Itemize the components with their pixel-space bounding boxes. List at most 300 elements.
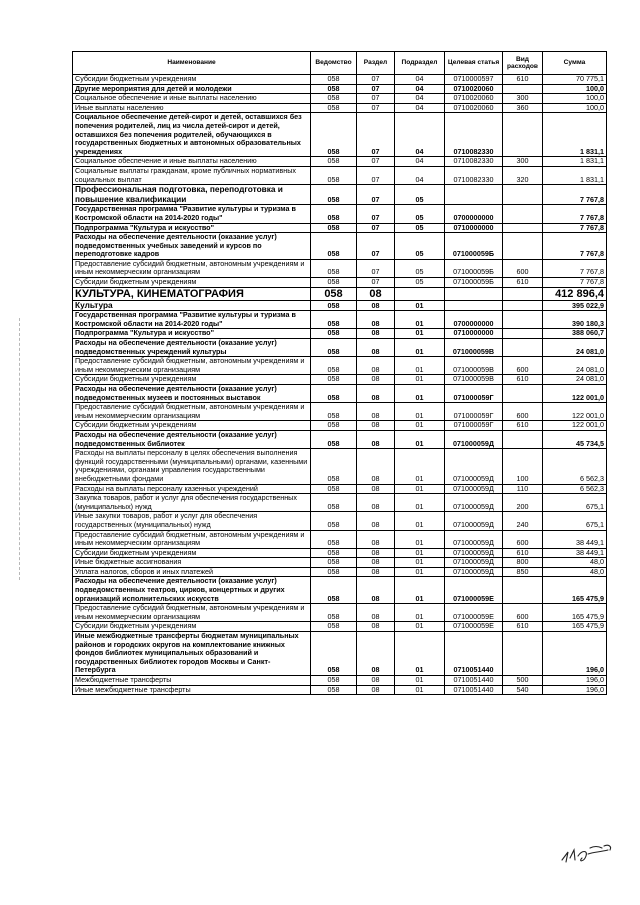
cell-name: Социальные выплаты гражданам, кроме публичных нормативных социальных выплат <box>73 166 311 184</box>
cell-target-item: 071000059Д <box>445 558 503 568</box>
cell-subsection: 01 <box>395 622 445 632</box>
cell-target-item: 071000059Б <box>445 233 503 260</box>
cell-department: 058 <box>311 233 357 260</box>
cell-expense-type <box>503 329 543 339</box>
cell-expense-type <box>503 311 543 329</box>
cell-department: 058 <box>311 166 357 184</box>
cell-section: 07 <box>357 205 395 223</box>
margin-mark <box>19 318 20 580</box>
table-row <box>73 278 607 288</box>
table-header <box>73 52 607 75</box>
table-row <box>73 577 607 604</box>
cell-expense-type <box>503 430 543 448</box>
cell-department: 058 <box>311 84 357 94</box>
cell-section: 08 <box>357 577 395 604</box>
table-row <box>73 685 607 695</box>
header-row <box>73 52 607 75</box>
cell-target-item: 071000059В <box>445 357 503 375</box>
cell-department: 058 <box>311 685 357 695</box>
cell-section: 07 <box>357 223 395 233</box>
cell-target-item: 071000059Г <box>445 385 503 403</box>
table-row <box>73 94 607 104</box>
cell-department: 058 <box>311 311 357 329</box>
cell-name: Субсидии бюджетным учреждениям <box>73 75 311 85</box>
cell-department: 058 <box>311 185 357 205</box>
cell-department: 058 <box>311 403 357 421</box>
table-row <box>73 604 607 622</box>
cell-department: 058 <box>311 205 357 223</box>
table-row <box>73 157 607 167</box>
cell-section: 08 <box>357 385 395 403</box>
cell-expense-type: 800 <box>503 558 543 568</box>
cell-amount: 24 081,0 <box>543 375 607 385</box>
budget-table <box>72 51 607 695</box>
cell-expense-type: 600 <box>503 357 543 375</box>
cell-name: Государственная программа "Развитие культуры и туризма в Костромской области на 2014-2020 годы" <box>73 311 311 329</box>
cell-target-item: 071000059В <box>445 339 503 357</box>
cell-amount: 38 449,1 <box>543 530 607 548</box>
cell-department: 058 <box>311 421 357 431</box>
cell-amount: 122 001,0 <box>543 403 607 421</box>
cell-name: Иные выплаты населению <box>73 103 311 113</box>
cell-name: Субсидии бюджетным учреждениям <box>73 278 311 288</box>
cell-amount: 395 022,9 <box>543 300 607 311</box>
table-row <box>73 632 607 676</box>
cell-subsection: 01 <box>395 494 445 512</box>
table-row <box>73 329 607 339</box>
cell-subsection: 04 <box>395 94 445 104</box>
cell-expense-type <box>503 84 543 94</box>
cell-target-item: 0700000000 <box>445 205 503 223</box>
cell-subsection: 01 <box>395 311 445 329</box>
cell-section: 08 <box>357 558 395 568</box>
table-row <box>73 494 607 512</box>
cell-section: 07 <box>357 166 395 184</box>
cell-section: 08 <box>357 421 395 431</box>
cell-target-item: 0710000597 <box>445 75 503 85</box>
cell-expense-type: 300 <box>503 94 543 104</box>
cell-expense-type <box>503 300 543 311</box>
cell-department: 058 <box>311 278 357 288</box>
cell-target-item: 071000059Д <box>445 548 503 558</box>
cell-department: 058 <box>311 604 357 622</box>
cell-section: 08 <box>357 567 395 577</box>
cell-subsection: 01 <box>395 676 445 686</box>
cell-subsection: 01 <box>395 484 445 494</box>
header-amount: Сумма <box>543 52 607 75</box>
table-row <box>73 375 607 385</box>
cell-target-item <box>445 185 503 205</box>
cell-department: 058 <box>311 484 357 494</box>
cell-name: Предоставление субсидий бюджетным, автономным учреждениям и иным некоммерческим организациям <box>73 403 311 421</box>
cell-amount: 6 562,3 <box>543 484 607 494</box>
cell-amount: 1 831,1 <box>543 113 607 157</box>
cell-section: 08 <box>357 339 395 357</box>
cell-expense-type: 200 <box>503 494 543 512</box>
cell-target-item: 071000059Б <box>445 278 503 288</box>
cell-target-item: 071000059Д <box>445 530 503 548</box>
cell-name: Предоставление субсидий бюджетным, автономным учреждениям и иным некоммерческим организациям <box>73 357 311 375</box>
cell-section: 07 <box>357 84 395 94</box>
cell-subsection: 01 <box>395 403 445 421</box>
cell-subsection: 01 <box>395 385 445 403</box>
cell-section: 08 <box>357 357 395 375</box>
cell-amount: 388 060,7 <box>543 329 607 339</box>
cell-name: Другие мероприятия для детей и молодежи <box>73 84 311 94</box>
cell-name: Уплата налогов, сборов и иных платежей <box>73 567 311 577</box>
cell-amount: 165 475,9 <box>543 604 607 622</box>
cell-department: 058 <box>311 494 357 512</box>
cell-amount: 1 831,1 <box>543 166 607 184</box>
table-row <box>73 75 607 85</box>
cell-section: 08 <box>357 449 395 484</box>
cell-target-item: 0710020060 <box>445 94 503 104</box>
cell-amount: 1 831,1 <box>543 157 607 167</box>
cell-subsection: 04 <box>395 103 445 113</box>
cell-department: 058 <box>311 622 357 632</box>
cell-department: 058 <box>311 577 357 604</box>
table-row <box>73 233 607 260</box>
cell-expense-type: 850 <box>503 567 543 577</box>
cell-amount: 196,0 <box>543 676 607 686</box>
cell-name: Социальное обеспечение и иные выплаты населению <box>73 157 311 167</box>
cell-subsection: 01 <box>395 357 445 375</box>
cell-subsection: 05 <box>395 185 445 205</box>
cell-amount: 6 562,3 <box>543 449 607 484</box>
cell-target-item: 071000059Д <box>445 494 503 512</box>
cell-amount: 122 001,0 <box>543 385 607 403</box>
cell-subsection: 01 <box>395 632 445 676</box>
cell-target-item: 071000059Е <box>445 577 503 604</box>
cell-department: 058 <box>311 632 357 676</box>
cell-name: Расходы на обеспечение деятельности (оказание услуг) подведомственных театров, цирков, концертных и других организаций исполнительских искусств <box>73 577 311 604</box>
cell-section: 08 <box>357 311 395 329</box>
cell-department: 058 <box>311 103 357 113</box>
table-row <box>73 421 607 431</box>
cell-name: Подпрограмма "Культура и искусство" <box>73 223 311 233</box>
cell-subsection: 01 <box>395 558 445 568</box>
cell-amount: 24 081,0 <box>543 339 607 357</box>
cell-section: 07 <box>357 185 395 205</box>
cell-expense-type: 360 <box>503 103 543 113</box>
cell-name: Иные бюджетные ассигнования <box>73 558 311 568</box>
table-row <box>73 287 607 300</box>
cell-name: Иные межбюджетные трансферты бюджетам муниципальных районов и городских округов на комплектование книжных фондов библиотек муниципальных образований и государственных библиотек городов Москвы и Санкт-Петербурга <box>73 632 311 676</box>
cell-expense-type: 110 <box>503 484 543 494</box>
cell-subsection: 04 <box>395 157 445 167</box>
cell-amount: 675,1 <box>543 494 607 512</box>
table-row <box>73 185 607 205</box>
table-row <box>73 300 607 311</box>
cell-department: 058 <box>311 339 357 357</box>
cell-target-item: 0710020060 <box>445 103 503 113</box>
table-row <box>73 622 607 632</box>
cell-target-item: 0710082330 <box>445 113 503 157</box>
cell-amount: 7 767,8 <box>543 223 607 233</box>
cell-expense-type <box>503 205 543 223</box>
cell-subsection: 05 <box>395 223 445 233</box>
table-row <box>73 205 607 223</box>
cell-expense-type: 320 <box>503 166 543 184</box>
handwritten-page-number-signature <box>558 838 618 868</box>
cell-section: 07 <box>357 94 395 104</box>
cell-subsection: 04 <box>395 84 445 94</box>
cell-amount: 412 896,4 <box>543 287 607 300</box>
cell-subsection: 01 <box>395 430 445 448</box>
cell-target-item: 071000059Д <box>445 567 503 577</box>
cell-name: Расходы на выплаты персоналу казенных учреждений <box>73 484 311 494</box>
cell-name: Расходы на обеспечение деятельности (оказание услуг) подведомственных музеев и постоянных выставок <box>73 385 311 403</box>
cell-amount: 7 767,8 <box>543 185 607 205</box>
cell-department: 058 <box>311 530 357 548</box>
cell-expense-type <box>503 185 543 205</box>
cell-section: 08 <box>357 685 395 695</box>
cell-department: 058 <box>311 512 357 530</box>
table-row <box>73 339 607 357</box>
cell-target-item: 071000059Д <box>445 484 503 494</box>
cell-section: 08 <box>357 300 395 311</box>
cell-department: 058 <box>311 385 357 403</box>
cell-expense-type <box>503 339 543 357</box>
cell-department: 058 <box>311 449 357 484</box>
cell-department: 058 <box>311 430 357 448</box>
cell-amount: 24 081,0 <box>543 357 607 375</box>
cell-subsection: 01 <box>395 567 445 577</box>
cell-section: 07 <box>357 157 395 167</box>
cell-amount: 48,0 <box>543 558 607 568</box>
cell-expense-type: 240 <box>503 512 543 530</box>
cell-target-item: 071000059В <box>445 375 503 385</box>
cell-name: Расходы на выплаты персоналу в целях обеспечения выполнения функций государственными (муниципальными) органами, казенными учреждениями, органами управления государственными внебюджетными фондами <box>73 449 311 484</box>
table-row <box>73 403 607 421</box>
cell-subsection: 01 <box>395 548 445 558</box>
table-row <box>73 311 607 329</box>
cell-section: 07 <box>357 113 395 157</box>
cell-name: Субсидии бюджетным учреждениям <box>73 548 311 558</box>
cell-target-item: 0710051440 <box>445 632 503 676</box>
cell-department: 058 <box>311 75 357 85</box>
cell-expense-type <box>503 233 543 260</box>
cell-department: 058 <box>311 223 357 233</box>
cell-amount: 122 001,0 <box>543 421 607 431</box>
cell-department: 058 <box>311 300 357 311</box>
header-department: Ведомство <box>311 52 357 75</box>
table-row <box>73 512 607 530</box>
table-row <box>73 113 607 157</box>
table-row <box>73 223 607 233</box>
cell-amount: 675,1 <box>543 512 607 530</box>
cell-amount: 7 767,8 <box>543 233 607 260</box>
cell-section: 08 <box>357 484 395 494</box>
cell-expense-type: 610 <box>503 375 543 385</box>
cell-subsection: 01 <box>395 421 445 431</box>
cell-section: 08 <box>357 512 395 530</box>
header-section: Раздел <box>357 52 395 75</box>
cell-department: 058 <box>311 259 357 277</box>
header-name: Наименование <box>73 52 311 75</box>
cell-name: Социальное обеспечение и иные выплаты населению <box>73 94 311 104</box>
cell-subsection: 01 <box>395 339 445 357</box>
cell-name: Предоставление субсидий бюджетным, автономным учреждениям и иным некоммерческим организациям <box>73 259 311 277</box>
cell-section: 08 <box>357 494 395 512</box>
header-target-item: Целевая статья <box>445 52 503 75</box>
cell-target-item: 071000059Е <box>445 604 503 622</box>
cell-target-item: 071000059Д <box>445 512 503 530</box>
cell-section: 08 <box>357 622 395 632</box>
cell-target-item: 0710000000 <box>445 223 503 233</box>
cell-amount: 390 180,3 <box>543 311 607 329</box>
cell-expense-type: 300 <box>503 157 543 167</box>
cell-target-item: 0710051440 <box>445 676 503 686</box>
cell-target-item: 071000059Е <box>445 622 503 632</box>
cell-target-item: 0700000000 <box>445 311 503 329</box>
table-row <box>73 676 607 686</box>
table-row <box>73 558 607 568</box>
cell-subsection: 05 <box>395 278 445 288</box>
table-row <box>73 259 607 277</box>
cell-subsection <box>395 287 445 300</box>
cell-name: Расходы на обеспечение деятельности (оказание услуг) подведомственных библиотек <box>73 430 311 448</box>
cell-amount: 7 767,8 <box>543 259 607 277</box>
cell-subsection: 05 <box>395 233 445 260</box>
cell-section: 08 <box>357 604 395 622</box>
cell-expense-type: 610 <box>503 421 543 431</box>
cell-section: 07 <box>357 103 395 113</box>
cell-target-item: 071000059Д <box>445 449 503 484</box>
cell-name: Расходы на обеспечение деятельности (оказание услуг) подведомственных учебных заведений и курсов по переподготовке кадров <box>73 233 311 260</box>
table-row <box>73 357 607 375</box>
cell-subsection: 04 <box>395 75 445 85</box>
cell-expense-type: 610 <box>503 622 543 632</box>
cell-subsection: 01 <box>395 449 445 484</box>
cell-target-item: 071000059Д <box>445 430 503 448</box>
cell-subsection: 01 <box>395 530 445 548</box>
cell-section: 08 <box>357 403 395 421</box>
cell-subsection: 01 <box>395 604 445 622</box>
cell-name: Подпрограмма "Культура и искусство" <box>73 329 311 339</box>
cell-subsection: 01 <box>395 685 445 695</box>
cell-section: 08 <box>357 676 395 686</box>
cell-expense-type: 610 <box>503 75 543 85</box>
cell-amount: 7 767,8 <box>543 278 607 288</box>
cell-name: Предоставление субсидий бюджетным, автономным учреждениям и иным некоммерческим организациям <box>73 530 311 548</box>
cell-amount: 100,0 <box>543 103 607 113</box>
cell-amount: 196,0 <box>543 632 607 676</box>
cell-subsection: 01 <box>395 300 445 311</box>
cell-department: 058 <box>311 157 357 167</box>
cell-department: 058 <box>311 329 357 339</box>
table-row <box>73 484 607 494</box>
cell-expense-type <box>503 577 543 604</box>
cell-amount: 48,0 <box>543 567 607 577</box>
cell-target-item: 0710051440 <box>445 685 503 695</box>
cell-expense-type: 540 <box>503 685 543 695</box>
cell-department: 058 <box>311 94 357 104</box>
cell-name: Межбюджетные трансферты <box>73 676 311 686</box>
cell-amount: 196,0 <box>543 685 607 695</box>
cell-target-item <box>445 300 503 311</box>
cell-subsection: 01 <box>395 512 445 530</box>
cell-expense-type <box>503 113 543 157</box>
cell-department: 058 <box>311 548 357 558</box>
cell-department: 058 <box>311 287 357 300</box>
table-row <box>73 530 607 548</box>
cell-name: Предоставление субсидий бюджетным, автономным учреждениям и иным некоммерческим организациям <box>73 604 311 622</box>
cell-amount: 7 767,8 <box>543 205 607 223</box>
cell-amount: 45 734,5 <box>543 430 607 448</box>
cell-subsection: 01 <box>395 577 445 604</box>
cell-expense-type <box>503 287 543 300</box>
cell-expense-type: 610 <box>503 548 543 558</box>
cell-expense-type: 600 <box>503 259 543 277</box>
table-row <box>73 84 607 94</box>
cell-subsection: 05 <box>395 205 445 223</box>
cell-section: 08 <box>357 329 395 339</box>
table-row <box>73 166 607 184</box>
cell-name: Расходы на обеспечение деятельности (оказание услуг) подведомственных учреждений культуры <box>73 339 311 357</box>
cell-name: Культура <box>73 300 311 311</box>
cell-department: 058 <box>311 558 357 568</box>
cell-section: 08 <box>357 287 395 300</box>
table-row <box>73 449 607 484</box>
cell-target-item: 071000059Б <box>445 259 503 277</box>
cell-subsection: 05 <box>395 259 445 277</box>
table-row <box>73 567 607 577</box>
cell-amount: 165 475,9 <box>543 622 607 632</box>
cell-section: 08 <box>357 548 395 558</box>
cell-department: 058 <box>311 567 357 577</box>
cell-name: Иные закупки товаров, работ и услуг для обеспечения государственных (муниципальных) нужд <box>73 512 311 530</box>
cell-amount: 70 775,1 <box>543 75 607 85</box>
table-body <box>73 75 607 695</box>
cell-target-item <box>445 287 503 300</box>
cell-department: 058 <box>311 357 357 375</box>
cell-department: 058 <box>311 375 357 385</box>
cell-amount: 38 449,1 <box>543 548 607 558</box>
cell-target-item: 0710082330 <box>445 157 503 167</box>
cell-subsection: 01 <box>395 375 445 385</box>
table-row <box>73 385 607 403</box>
cell-section: 08 <box>357 530 395 548</box>
cell-section: 08 <box>357 375 395 385</box>
cell-name: Субсидии бюджетным учреждениям <box>73 622 311 632</box>
cell-amount: 165 475,9 <box>543 577 607 604</box>
cell-name: Субсидии бюджетным учреждениям <box>73 375 311 385</box>
cell-name: Субсидии бюджетным учреждениям <box>73 421 311 431</box>
table-row <box>73 430 607 448</box>
cell-section: 07 <box>357 233 395 260</box>
cell-amount: 100,0 <box>543 84 607 94</box>
cell-name: Профессиональная подготовка, переподготовка и повышение квалификации <box>73 185 311 205</box>
cell-name: КУЛЬТУРА, КИНЕМАТОГРАФИЯ <box>73 287 311 300</box>
cell-expense-type <box>503 223 543 233</box>
cell-name: Закупка товаров, работ и услуг для обеспечения государственных (муниципальных) нужд <box>73 494 311 512</box>
cell-name: Государственная программа "Развитие культуры и туризма в Костромской области на 2014-2020 годы" <box>73 205 311 223</box>
header-expense-type: Вид расходов <box>503 52 543 75</box>
cell-subsection: 04 <box>395 166 445 184</box>
cell-subsection: 04 <box>395 113 445 157</box>
cell-expense-type: 600 <box>503 530 543 548</box>
cell-section: 07 <box>357 75 395 85</box>
cell-target-item: 071000059Г <box>445 421 503 431</box>
cell-expense-type: 600 <box>503 604 543 622</box>
cell-department: 058 <box>311 676 357 686</box>
cell-name: Социальное обеспечение детей-сирот и детей, оставшихся без попечения родителей, лиц из числа детей-сирот и детей, оставшихся без попечения родителей, обучающихся в государственных бюджетных и автономных образовательных учреждениях <box>73 113 311 157</box>
cell-department: 058 <box>311 113 357 157</box>
cell-expense-type: 100 <box>503 449 543 484</box>
cell-section: 08 <box>357 430 395 448</box>
header-subsection: Подраздел <box>395 52 445 75</box>
